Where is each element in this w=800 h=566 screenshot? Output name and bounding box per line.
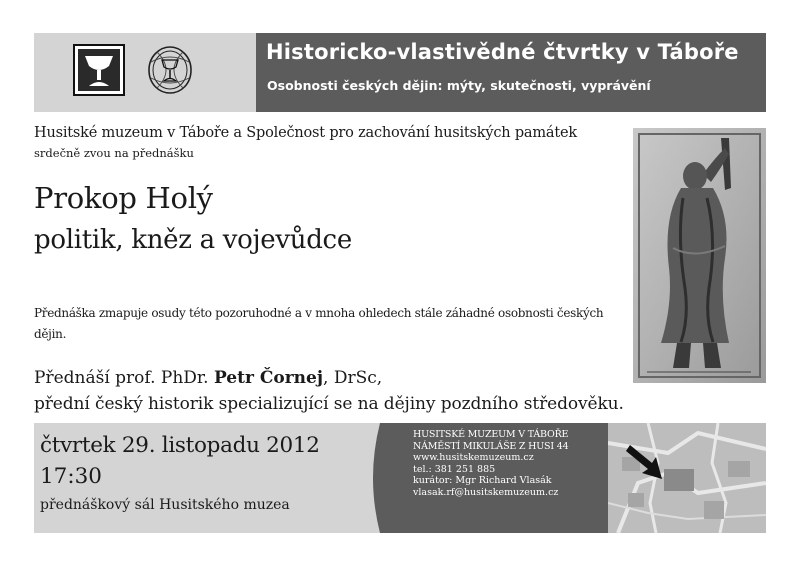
event-date: čtvrtek 29. listopadu 2012 (40, 433, 320, 458)
event-time: 17:30 (40, 464, 102, 489)
curator-email[interactable]: vlasak.rf@husitskemuzeum.cz (413, 486, 559, 498)
speaker-prefix: Přednáší prof. PhDr. (34, 368, 214, 388)
curator-name: kurátor: Mgr Richard Vlasák (413, 475, 552, 487)
organizers-text: Husitské muzeum v Táboře a Společnost pro zachování husitských památek (34, 125, 577, 141)
chalice-icon (73, 44, 125, 96)
lecture-description: Přednáška zmapuje osudy této pozoruhodné a v mnoha ohledech stále záhadné osobnosti českých dějin. (34, 306, 604, 341)
speaker-suffix: , DrSc, (323, 368, 383, 388)
speaker-name: Petr Čornej (213, 368, 324, 388)
museum-name: HUSITSKÉ MUZEUM V TÁBOŘE (413, 429, 569, 440)
speaker-line (34, 368, 382, 388)
museum-address: NÁMĚSTÍ MIKULÁŠE Z HUSI 44 (413, 440, 569, 452)
location-map-image (608, 423, 766, 533)
series-title: Historicko-vlastivědné čtvrtky v Táboře (266, 40, 739, 64)
museum-website[interactable]: www.husitskemuzeum.cz (413, 452, 534, 464)
invite-text: srdečně zvou na přednášku (34, 146, 194, 160)
panel-divider-curve (360, 423, 400, 533)
museum-phone: tel.: 381 251 885 (413, 463, 496, 475)
contact-block (413, 429, 568, 499)
event-venue: přednáškový sál Husitského muzea (40, 497, 290, 513)
portrait-relief-image (633, 128, 766, 383)
lecture-title: Prokop Holý (34, 181, 213, 215)
lecture-subtitle: politik, kněz a vojevůdce (34, 225, 352, 255)
speaker-bio: přední český historik specializující se na dějiny pozdního středověku. (34, 394, 624, 414)
series-subtitle: Osobnosti českých dějin: mýty, skutečnosti, vyprávění (267, 78, 651, 93)
emblem-icon (145, 44, 195, 96)
